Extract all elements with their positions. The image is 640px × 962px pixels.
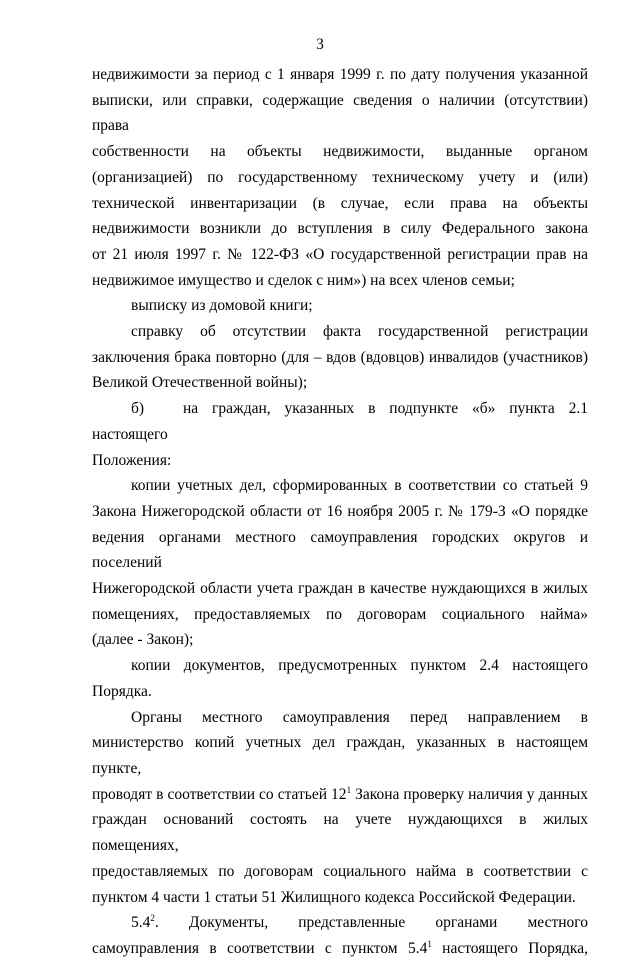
document-body: [92, 62, 588, 962]
text-line: министерство копий учетных дел граждан, указанных в настоящем пункте,: [92, 734, 588, 777]
text-line: копии учетных дел, сформированных в соответствии со статьей 9: [131, 477, 588, 495]
superscript: 1: [427, 938, 432, 949]
text-line: Великой Отечественной войны);: [92, 374, 308, 392]
text-line: [92, 936, 588, 962]
text-line: недвижимости за период с 1 января 1999 г. по дату получения указанной: [92, 66, 588, 83]
text-line: [92, 782, 588, 808]
text-line: Органы местного самоуправления перед направлением в: [131, 708, 588, 726]
text-line: от 21 июля 1997 г. № 122-ФЗ «О государственной регистрации прав на: [92, 245, 588, 263]
text-line: недвижимое имущество и сделок с ним») на всех членов семьи;: [92, 271, 515, 289]
text-line: граждан оснований состоять на учете нуждающихся в жилых помещениях,: [92, 811, 588, 855]
text-line: Нижегородской области учета граждан в качестве нуждающихся в жилых: [92, 580, 588, 598]
list-label: б): [131, 400, 145, 418]
text-line: помещениях, предоставляемых по договорам социального найма»: [92, 605, 588, 623]
text-span: 5.4: [131, 914, 151, 932]
text-line: (организацией) по государственному техническому учету и (или): [92, 168, 588, 186]
text-line: пунктом 4 части 1 статьи 51 Жилищного кодекса Российской Федерации.: [92, 888, 576, 906]
page-number: 3: [316, 36, 324, 53]
text-span: проводят в соответствии со статьей 12: [92, 785, 347, 803]
superscript: 1: [346, 784, 352, 795]
text-line: предоставляемых по договорам социального найма в соответствии с: [92, 862, 588, 880]
text-line: ведения органами местного самоуправления городских округов и поселений: [92, 528, 588, 572]
superscript: 2: [150, 913, 155, 924]
text-line: недвижимости возникли до вступления в силу Федерального закона: [92, 220, 588, 238]
text-span: Закона проверку наличия у данных: [351, 785, 589, 803]
text-line: выписку из домовой книги;: [131, 297, 313, 315]
text-line: технической инвентаризации (в случае, если права на объекты: [92, 194, 588, 212]
text-line: выписки, или справки, содержащие сведения о наличии (отсутствии) права: [92, 91, 588, 135]
text-span: самоуправления в соответствии с пунктом 5.4: [92, 939, 428, 957]
text-line: Положения:: [92, 451, 172, 469]
text-line: (далее - Закон);: [92, 631, 194, 649]
list-item-b: [92, 396, 588, 447]
text-line: копии документов, предусмотренных пунктом 2.4 настоящего: [131, 657, 588, 675]
text-line: Порядка.: [92, 682, 152, 700]
text-line: [92, 910, 588, 936]
text-span: . Документы, представленные органами местного: [154, 914, 588, 932]
text-line: справку об отсутствии факта государственной регистрации: [131, 323, 588, 341]
text-span: настоящего Порядка,: [431, 939, 588, 957]
text-line: Закона Нижегородской области от 16 ноября 2005 г. № 179-З «О порядке: [92, 502, 588, 520]
text-line: собственности на объекты недвижимости, выданные органом: [92, 143, 588, 161]
text-span: на граждан, указанных в подпункте «б» пункта 2.1 настоящего: [92, 400, 588, 443]
text-line: заключения брака повторно (для – вдов (вдовцов) инвалидов (участников): [92, 348, 588, 366]
